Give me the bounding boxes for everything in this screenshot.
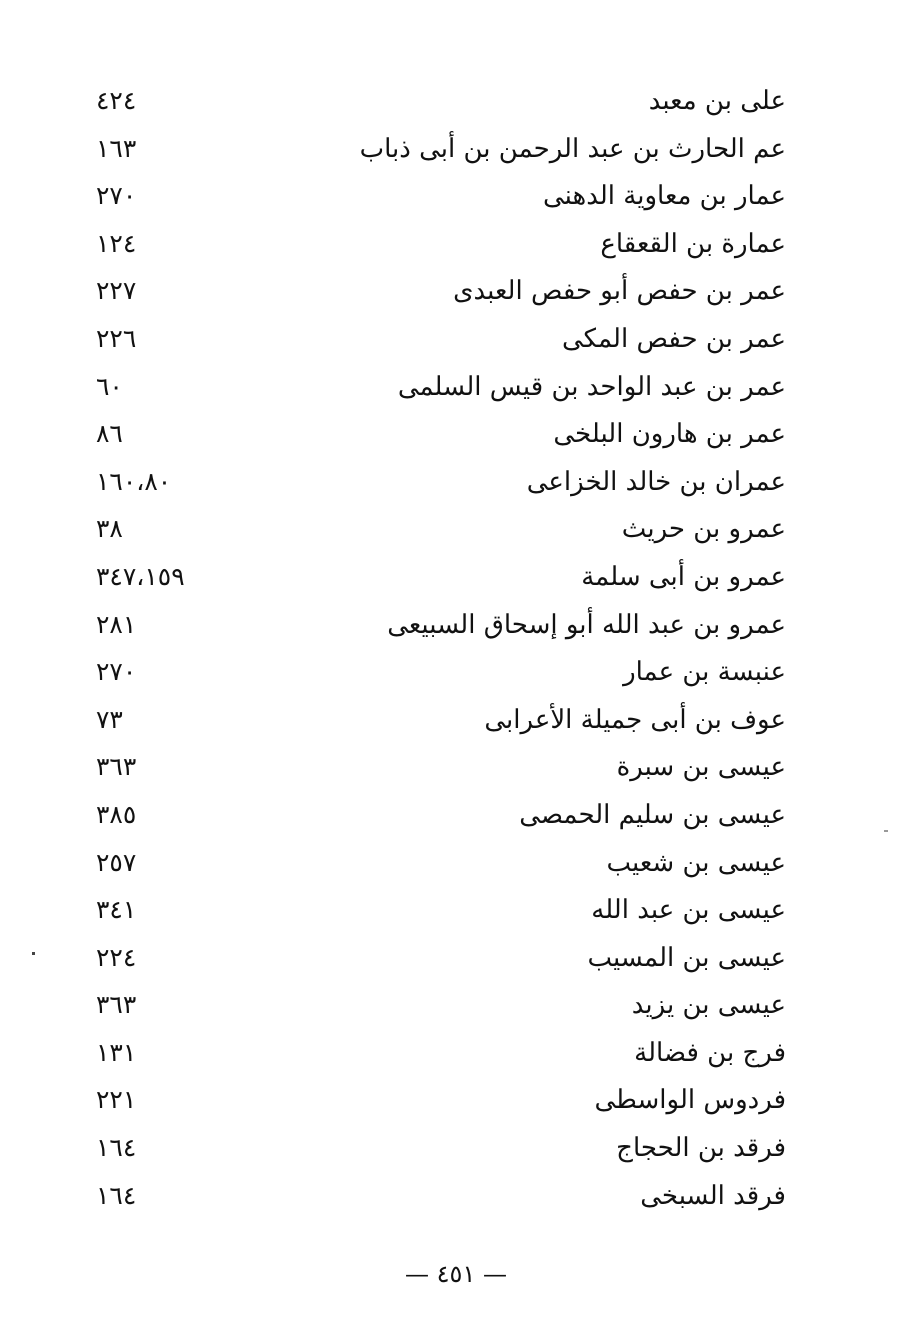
entry-name: عمران بن خالد الخزاعى	[526, 466, 786, 497]
entry-name: عم الحارث بن عبد الرحمن بن أبى ذباب	[359, 133, 786, 164]
entry-pages: ٣٨	[96, 514, 123, 544]
entry-pages: ١٣١	[96, 1037, 137, 1067]
entry-name: عمرو بن حريث	[621, 514, 786, 545]
index-entry	[0, 268, 912, 316]
entry-pages: ٦٠	[96, 371, 123, 401]
entry-name: عيسى بن سليم الحمصى	[519, 799, 786, 830]
index-entry	[0, 887, 912, 935]
entry-pages: ٣٦٣	[96, 990, 137, 1020]
scan-speck	[32, 952, 35, 955]
index-entry	[0, 506, 912, 554]
index-entry	[0, 78, 912, 126]
entry-pages: ١٦٣	[96, 133, 137, 163]
entry-pages: ٧٣	[96, 704, 123, 734]
entry-pages: ٣٤٧،١٥٩	[96, 561, 185, 591]
entry-pages: ٢٧٠	[96, 657, 137, 687]
entry-name: عمارة بن القعقاع	[600, 228, 786, 259]
entry-name: عمر بن عبد الواحد بن قيس السلمى	[397, 371, 786, 402]
index-entry	[0, 1077, 912, 1125]
entry-name: عوف بن أبى جميلة الأعرابى	[484, 704, 786, 735]
index-entry	[0, 649, 912, 697]
index-entry	[0, 935, 912, 983]
entry-pages: ٢٢٦	[96, 323, 137, 353]
entry-pages: ٢٥٧	[96, 847, 137, 877]
entry-name: فردوس الواسطى	[594, 1085, 786, 1116]
index-entry	[0, 602, 912, 650]
entry-pages: ٨٦	[96, 419, 123, 449]
entry-name: عمر بن هارون البلخى	[553, 419, 786, 450]
entry-pages: ٢٨١	[96, 609, 137, 639]
index-entry	[0, 554, 912, 602]
entry-pages: ٣٤١	[96, 895, 137, 925]
index-entry	[0, 316, 912, 364]
index-entry	[0, 1030, 912, 1078]
entry-name: عمر بن حفص أبو حفص العبدى	[453, 276, 786, 307]
page-number: — ٤٥١ —	[405, 1260, 507, 1288]
entry-pages: ١٢٤	[96, 228, 137, 258]
entry-name: عمرو بن عبد الله أبو إسحاق السبيعى	[387, 609, 786, 640]
index-entry	[0, 126, 912, 174]
entry-pages: ١٦٠،٨٠	[96, 466, 172, 496]
entry-pages: ١٦٤	[96, 1180, 137, 1210]
entry-name: عيسى بن سبرة	[616, 752, 786, 783]
entry-pages: ٢٧٠	[96, 181, 137, 211]
entry-pages: ٣٦٣	[96, 752, 137, 782]
entry-name: فرقد بن الحجاج	[616, 1133, 786, 1164]
index-entry	[0, 1125, 912, 1173]
entry-name: عمر بن حفص المكى	[562, 323, 786, 354]
index-entries	[0, 78, 912, 1220]
index-entry	[0, 459, 912, 507]
index-entry	[0, 840, 912, 888]
entry-name: عمار بن معاوية الدهنى	[543, 181, 786, 212]
entry-name: فرج بن فضالة	[634, 1037, 786, 1068]
entry-pages: ٣٨٥	[96, 799, 137, 829]
entry-pages: ٤٢٤	[96, 86, 137, 115]
index-entry	[0, 1173, 912, 1221]
index-entry	[0, 364, 912, 412]
entry-name: عمرو بن أبى سلمة	[581, 561, 786, 592]
entry-name: عيسى بن شعيب	[606, 847, 786, 878]
entry-pages: ٢٢٧	[96, 276, 137, 306]
entry-name: فرقد السبخى	[640, 1180, 786, 1211]
entry-name: عيسى بن عبد الله	[591, 895, 786, 926]
scan-speck	[884, 830, 888, 832]
index-entry	[0, 173, 912, 221]
entry-pages: ٢٢١	[96, 1085, 137, 1115]
entry-name: عيسى بن المسيب	[587, 942, 786, 973]
entry-name: على بن معبد	[648, 86, 786, 116]
index-entry	[0, 411, 912, 459]
entry-name: عنبسة بن عمار	[623, 657, 786, 688]
index-entry	[0, 744, 912, 792]
index-entry	[0, 792, 912, 840]
entry-pages: ٢٢٤	[96, 942, 137, 972]
index-entry	[0, 221, 912, 269]
entry-name: عيسى بن يزيد	[631, 990, 786, 1021]
entry-pages: ١٦٤	[96, 1133, 137, 1163]
index-entry	[0, 982, 912, 1030]
index-entry	[0, 697, 912, 745]
